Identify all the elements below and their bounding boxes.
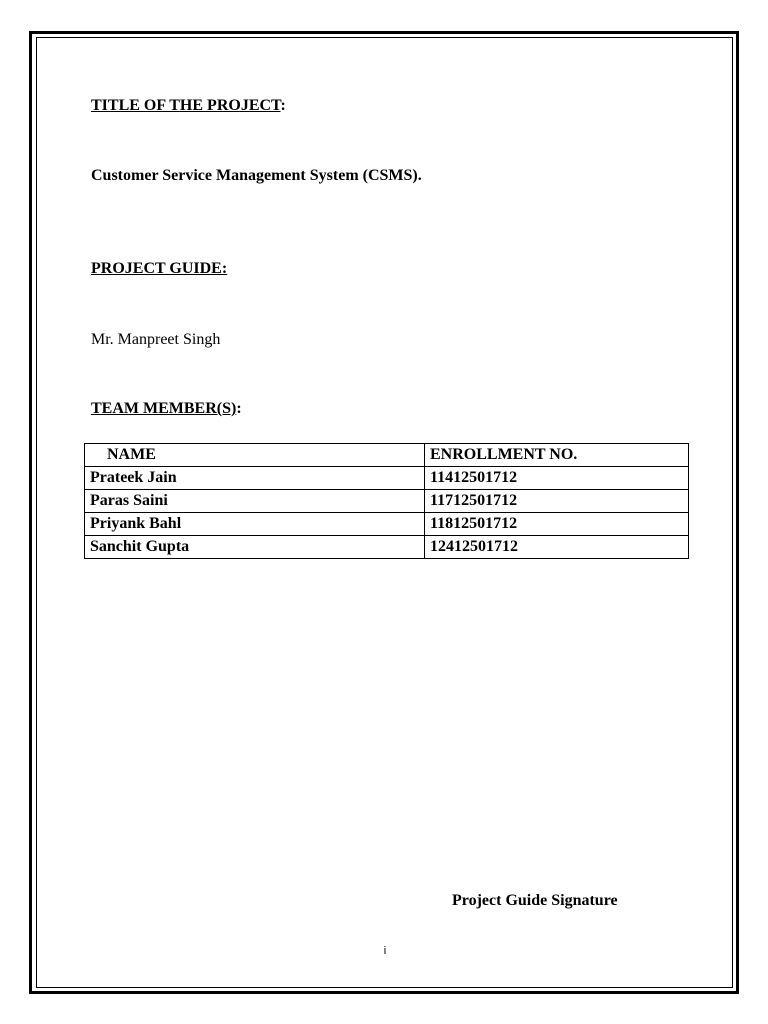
guide-heading: PROJECT GUIDE: bbox=[91, 260, 228, 277]
header-enrollment: ENROLLMENT NO. bbox=[425, 444, 689, 467]
member-enrollment: 11812501712 bbox=[425, 513, 689, 536]
team-heading-colon: : bbox=[236, 400, 242, 417]
table-row bbox=[85, 490, 689, 513]
page-number: i bbox=[383, 945, 387, 957]
title-heading-label: TITLE OF THE PROJECT bbox=[91, 97, 281, 114]
signature-label: Project Guide Signature bbox=[452, 892, 618, 909]
member-enrollment: 11412501712 bbox=[425, 467, 689, 490]
member-name: Prateek Jain bbox=[85, 467, 425, 490]
team-heading bbox=[91, 399, 242, 419]
member-name: Sanchit Gupta bbox=[85, 536, 425, 559]
team-heading-label: TEAM MEMBER(S) bbox=[91, 400, 237, 417]
member-name: Paras Saini bbox=[85, 490, 425, 513]
title-heading bbox=[91, 96, 286, 116]
member-enrollment: 12412501712 bbox=[425, 536, 689, 559]
table-row bbox=[85, 513, 689, 536]
member-enrollment: 11712501712 bbox=[425, 490, 689, 513]
guide-name: Mr. Manpreet Singh bbox=[91, 331, 221, 348]
header-name: NAME bbox=[85, 444, 425, 467]
table-header-row bbox=[85, 444, 689, 467]
team-members-table bbox=[84, 443, 689, 559]
title-heading-colon: : bbox=[280, 97, 286, 114]
member-name: Priyank Bahl bbox=[85, 513, 425, 536]
table-row bbox=[85, 536, 689, 559]
project-name: Customer Service Management System (CSMS). bbox=[91, 167, 422, 184]
table-row bbox=[85, 467, 689, 490]
